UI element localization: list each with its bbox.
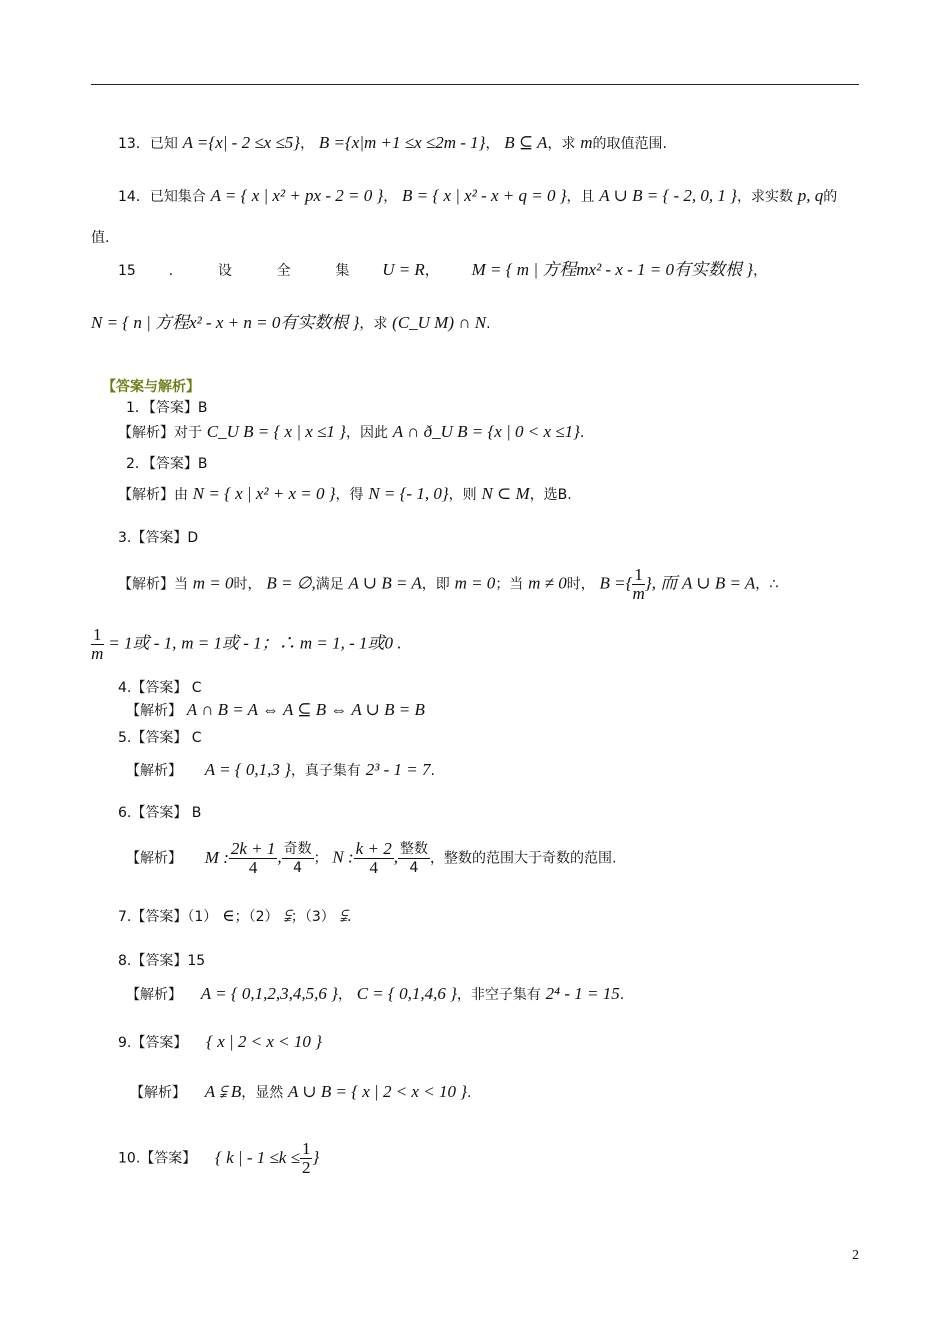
answer-3: 3.【答案】D — [118, 530, 199, 546]
fraction-k-plus-2: $\frac{k + 2}{4}$ — [355, 839, 392, 877]
answer-9: 9.【答案】 { x | 2 < x < 10 } — [118, 1032, 322, 1051]
explanation-6: 【解析】 M : $\frac{2k + 1}{4}$ , $\frac{\text{奇数}}{4}$ ； N : $\frac{k + 2}{4}$ , $\frac{\text{整数}}{4}$ ，整数的范围大于奇数的范围. — [126, 839, 617, 877]
answer-1: 1．【答案】B — [126, 400, 208, 416]
problem-15: 15 . 设 全 集 U = R， M = { m | 方程mx² - x - 1 = 0有实数根 }， — [118, 260, 768, 279]
fraction-odd: $\frac{\text{奇数}}{4}$ — [283, 841, 312, 876]
explanation-9: 【解析】 A ⫋ B，显然 A ∪ B = { x | 2 < x < 10 }. — [130, 1082, 472, 1101]
page-number: 2 — [852, 1248, 859, 1263]
answer-7: 7.【答案】（1） ∈；（2） ⫋；（3） ⫋. — [118, 906, 352, 925]
fraction-one-half: $\frac{1}{2}$ — [301, 1139, 311, 1177]
fraction-1-over-m: $\frac{1}{m}$ — [632, 565, 645, 603]
explanation-3: 【解析】当 m = 0时， B = ∅,满足 A ∪ B = A，即 m = 0；当 m ≠ 0时， B ={ $\frac{1}{m}$ }, 而 A ∪ B = A，∴ — [118, 565, 779, 603]
problem-13: 13．已知 A ={x| - 2 ≤x ≤5}， B ={x|m +1 ≤x ≤2m - 1}， B ⊆ A，求 m的取值范围. — [118, 133, 667, 152]
problem-14: 14．已知集合 A = { x | x² + px - 2 = 0 }， B = { x | x² - x + q = 0 }，且 A ∪ B = { - 2, 0, 1 }，求实数 p, q的 — [118, 186, 838, 205]
explanation-8: 【解析】 A = { 0,1,2,3,4,5,6 }， C = { 0,1,4,6 }，非空子集有 2⁴ - 1 = 15. — [126, 984, 625, 1003]
answer-2: 2．【答案】B — [126, 456, 208, 472]
fraction-1-over-m-2: $\frac{1}{m}$ — [91, 625, 104, 663]
answer-5: 5.【答案】 C — [118, 730, 202, 746]
answers-heading: 【答案与解析】 — [102, 379, 200, 395]
answer-10: 10.【答案】 { k | - 1 ≤k ≤ $\frac{1}{2}$ } — [118, 1139, 320, 1177]
fraction-integer: $\frac{\text{整数}}{4}$ — [399, 841, 428, 876]
answer-6: 6.【答案】 B — [118, 805, 202, 821]
explanation-2: 【解析】由 N = { x | x² + x = 0 }，得 N = {- 1, 0}，则 N ⊂ M，选B. — [118, 484, 572, 503]
header-rule — [91, 84, 859, 85]
problem-15-continued: N = { n | 方程x² - x + n = 0有实数根 }，求 (C_U M) ∩ N. — [91, 313, 491, 332]
fraction-2k-plus-1: $\frac{2k + 1}{4}$ — [230, 839, 276, 877]
answer-4: 4.【答案】 C — [118, 680, 202, 696]
answer-8: 8.【答案】15 — [118, 953, 206, 969]
explanation-5: 【解析】 A = { 0,1,3 }，真子集有 2³ - 1 = 7. — [126, 760, 435, 779]
explanation-1: 【解析】对于 C_U B = { x | x ≤1 }，因此 A ∩ ð_U B = {x | 0 < x ≤1}. — [118, 422, 585, 441]
explanation-4: 【解析】 A ∩ B = A ⇔ A ⊆ B ⇔ A ∪ B = B — [126, 700, 425, 719]
explanation-3-continued: $\frac{1}{m}$ = 1或 - 1, m = 1或 - 1；∴ m = 1, - 1或0 . — [91, 625, 402, 663]
problem-14-continued: 值. — [91, 230, 110, 246]
